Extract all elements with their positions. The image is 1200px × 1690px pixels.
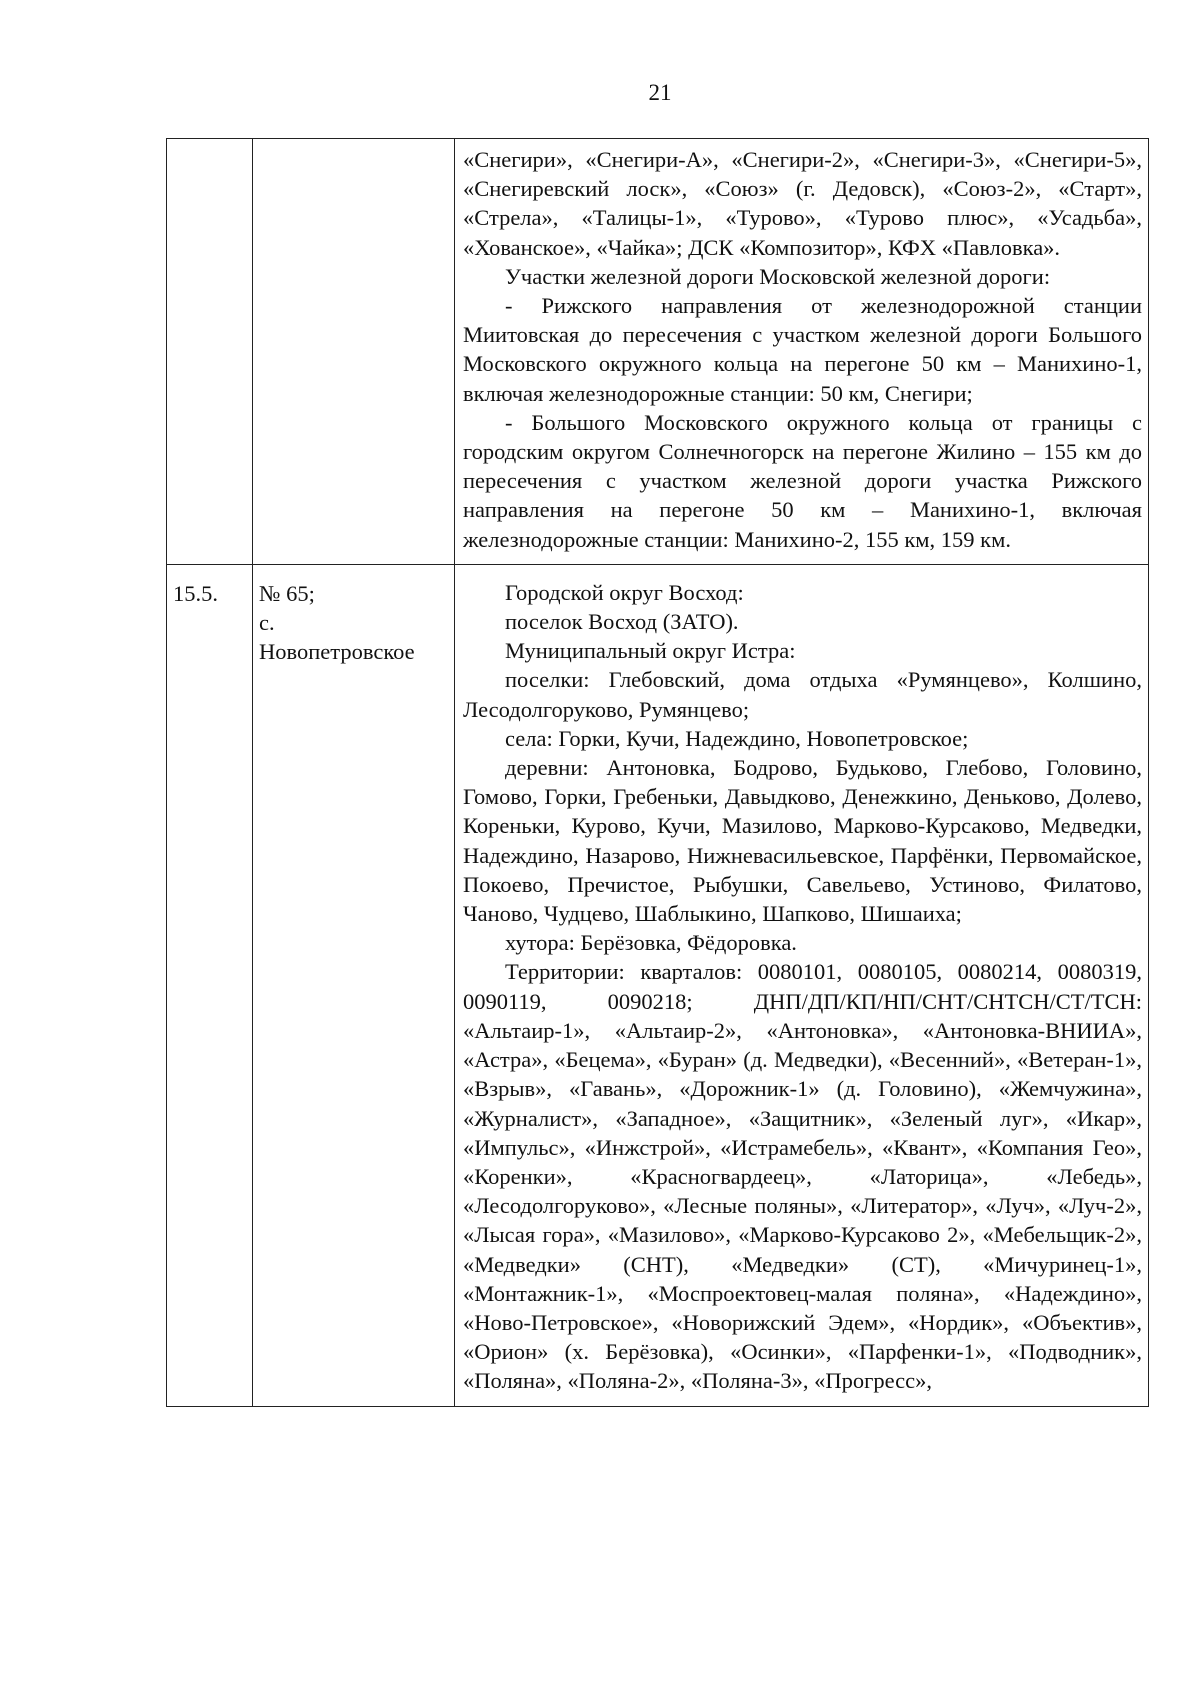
paragraph: - Большого Московского окружного кольца от границы с городским округом Солнечногорск на перегоне Жилино – 155 км до пересечения с участком железной дороги участка Рижского направления на перегоне 50 км – Манихино-1, включая железнодорожные станции: Манихино-2, 155 км, 159 км. — [463, 409, 1142, 552]
paragraph: Территории: кварталов: 0080101, 0080105, 0080214, 0080319, 0090119, 0090218; ДНП/ДП/КП/НП/СНТ/СНТСН/СТ/ТСН: «Альтаир-1», «Альтаир-2», «Антоновка», «Антоновка-ВНИИА», «Астра», «Бецема», «Буран» (д. Медведки), «Весенний», «Ветеран-1», «Взрыв», «Гавань», «Дорожник-1» (д. Головино), «Жемчужина», «Журналист», «Западное», «Защитник», «Зеленый луг», «Икар», «Импульс», «Инжстрой», «Истрамебель», «Квант», «Компания Гео», «Коренки», «Красногвардеец», «Латорица», «Лебедь», «Лесодолгоруково», «Лесные поляны», «Литератор», «Луч», «Луч-2», «Лысая гора», «Мазилово», «Марково-Курсаково 2», «Мебельщик-2», «Медведки» (СНТ), «Медведки» (СТ), «Мичуринец-1», «Монтажник-1», «Моспроектовец-малая поляна», «Надеждино», «Ново-Петровское», «Новорижский Эдем», «Нордик», «Объектив», «Орион» (х. Берёзовка), «Осинки», «Парфенки-1», «Подводник», «Поляна», «Поляна-2», «Поляна-3», «Прогресс», — [463, 959, 1142, 1394]
paragraph: - Рижского направления от железнодорожной станции Миитовская до пересечения с участком железной дороги Большого Московского окружного кольца на перегоне 50 км – Манихино-1, включая железнодорожные станции: 50 км, Снегири; — [463, 293, 1142, 406]
table-row — [167, 564, 1149, 1406]
table-row — [167, 139, 1149, 565]
page-number: 21 — [648, 80, 672, 105]
paragraph: поселки: Глебовский, дома отдыха «Румянцево», Колшино, Лесодолгоруково, Румянцево; — [463, 667, 1142, 722]
district-name-cell — [253, 564, 455, 1406]
territory-description-cell — [455, 139, 1149, 565]
paragraph: Городской округ Восход: — [505, 579, 744, 605]
district-number: № 65; — [259, 580, 315, 606]
paragraph: деревни: Антоновка, Бодрово, Будьково, Глебово, Головино, Гомово, Горки, Гребеньки, Давыдково, Денежкино, Деньково, Долево, Кореньки, Курово, Кучи, Мазилово, Марково-Курсаково, Медведки, Надеждино, Назарово, Нижневасильевское, Парфёнки, Первомайское, Покоево, Пречистое, Рыбушки, Савельево, Устиново, Филатово, Чаново, Чудцево, Шаблыкино, Шапково, Шишаиха; — [463, 755, 1142, 927]
row-number-cell — [167, 139, 253, 565]
district-name-cell — [253, 139, 455, 565]
territory-description-cell — [455, 564, 1149, 1406]
paragraph: села: Горки, Кучи, Надеждино, Новопетровское; — [505, 725, 969, 751]
row-number-cell: 15.5. — [167, 564, 253, 1406]
settlement-name: Новопетровское — [259, 639, 415, 665]
districts-table — [166, 138, 1149, 1407]
paragraph: хутора: Берёзовка, Фёдоровка. — [505, 930, 797, 956]
paragraph: Муниципальный округ Истра: — [505, 638, 796, 664]
settlement-type: с. — [259, 610, 275, 636]
paragraph: «Снегири», «Снегири-А», «Снегири-2», «Снегири-3», «Снегири-5», «Снегиревский лоск», «Союз» (г. Дедовск), «Союз-2», «Старт», «Стрела», «Талицы-1», «Турово», «Турово плюс», «Усадьба», «Хованское», «Чайка»; ДСК «Композитор», КФХ «Павловка». — [463, 147, 1142, 260]
paragraph: поселок Восход (ЗАТО). — [505, 609, 739, 635]
paragraph: Участки железной дороги Московской железной дороги: — [505, 263, 1051, 289]
